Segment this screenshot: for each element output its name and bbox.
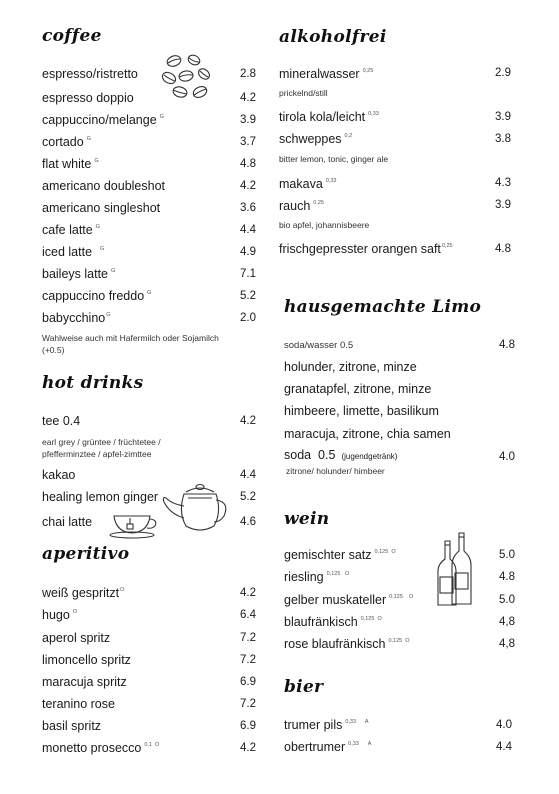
item-price: 4.2 [240, 742, 256, 754]
list-item: aperol spritz [42, 631, 111, 645]
list-item: baileys latte $^G$ [42, 267, 116, 281]
item-price: 3.9 [495, 111, 511, 123]
teapot-icon [108, 478, 232, 540]
list-item: makava $^{0,33}$ [279, 177, 337, 191]
item-note: bio apfel, johannisbeere [279, 220, 370, 230]
item-price: 5.0 [499, 549, 515, 561]
item-price: 4.8 [495, 243, 511, 255]
list-item: riesling $^{0,125 O}$ [284, 570, 350, 584]
list-item: iced latte $^G$ [42, 245, 105, 259]
item-price: 7.2 [240, 698, 256, 710]
list-item: espresso doppio [42, 91, 134, 105]
list-item: gelber muskateller $^{0,125 O}$ [284, 593, 414, 607]
list-item: basil spritz [42, 719, 102, 733]
wine-bottles-icon [436, 531, 472, 607]
item-price: 3.8 [495, 133, 511, 145]
list-item: teranino rose [42, 697, 115, 711]
list-item: cafe latte $^G$ [42, 223, 101, 237]
list-item: flat white $^G$ [42, 157, 99, 171]
list-item: cappuccino/melange $^G$ [42, 113, 164, 127]
list-item: rauch $^{0,25}$ [279, 199, 324, 213]
item-price: 7.1 [240, 268, 256, 280]
list-item: gemischter satz $^{0,125 O}$ [284, 548, 396, 562]
list-item: monetto prosecco $^{0,1 O}$ [42, 741, 160, 755]
list-item: obertrumer $^{0,33 A}$ [284, 740, 372, 754]
item-price: 2.0 [240, 312, 256, 324]
item-price: 4.8 [240, 158, 256, 170]
item-price: 2.9 [495, 67, 511, 79]
item-price: 3.9 [495, 199, 511, 211]
item-price: 4.3 [495, 177, 511, 189]
list-item: soda 0.5 (jugendgetränk) [284, 448, 398, 462]
list-item: limoncello spritz [42, 653, 131, 667]
section-title-wein: wein [284, 509, 330, 529]
list-item: blaufränkisch $^{0,125 O}$ [284, 615, 382, 629]
section-title-hot-drinks: hot drinks [42, 373, 144, 393]
section-title-coffee: coffee [42, 26, 102, 46]
list-item: trumer pils $^{0,33 A}$ [284, 718, 369, 732]
item-price: 4.2 [240, 92, 256, 104]
item-price: 4.8 [499, 571, 515, 583]
item-price: 4.4 [496, 741, 512, 753]
list-item: rose blaufränkisch $^{0,125 O}$ [284, 637, 410, 651]
list-item: granatapfel, zitrone, minze [284, 382, 432, 396]
item-price: 4.0 [499, 451, 515, 463]
list-item: schweppes $^{0,2}$ [279, 132, 353, 146]
item-note: prickelnd/still [279, 88, 328, 98]
section-title-aperitivo: aperitivo [42, 544, 130, 564]
item-price: 4.2 [240, 415, 256, 427]
list-item: mineralwasser $^{0,25}$ [279, 67, 374, 81]
list-item: americano doubleshot [42, 179, 165, 193]
list-item: cortado $^G$ [42, 135, 91, 149]
item-price: 4.8 [499, 339, 515, 351]
list-item: cappuccino freddo $^G$ [42, 289, 152, 303]
soda-line: soda/wasser 0.5 [284, 340, 354, 351]
item-price: 4.2 [240, 180, 256, 192]
item-price: 5.2 [240, 290, 256, 302]
item-price: 4.4 [240, 224, 256, 236]
item-price: 7.2 [240, 654, 256, 666]
item-price: 4,8 [499, 638, 515, 650]
list-item: healing lemon ginger [42, 490, 159, 504]
item-price: 7.2 [240, 632, 256, 644]
section-title-alkoholfrei: alkoholfrei [279, 27, 387, 47]
list-item: weiß gespritzt$^O$ [42, 586, 125, 600]
tee-note: earl grey / grüntee / früchtetee / pfefferminztee / apfel-zimttee [42, 437, 161, 459]
item-price: 3.6 [240, 202, 256, 214]
list-item: holunder, zitrone, minze [284, 360, 417, 374]
list-item: espresso/ristretto [42, 67, 138, 81]
list-item: hugo $^O$ [42, 608, 78, 622]
list-item: tee 0.4 [42, 414, 81, 428]
list-item: maracuja spritz [42, 675, 127, 689]
item-price: 5.2 [240, 491, 256, 503]
item-price: 3.7 [240, 136, 256, 148]
list-item: babycchino$^G$ [42, 311, 111, 325]
item-price: 2.8 [240, 68, 256, 80]
item-price: 4.6 [240, 516, 256, 528]
item-price: 4.0 [496, 719, 512, 731]
list-item: himbeere, limette, basilikum [284, 404, 439, 418]
item-price: 4.2 [240, 587, 256, 599]
milk-note: Wahlweise auch mit Hafermilch oder Sojamilch (+0.5) [42, 333, 219, 355]
item-price: 3.9 [240, 114, 256, 126]
item-note: bitter lemon, tonic, ginger ale [279, 154, 389, 164]
list-item: frischgepresster orangen saft$^{0,25}$ [279, 242, 453, 256]
item-price: 6.9 [240, 676, 256, 688]
section-title-limo: hausgemachte Limo [284, 297, 482, 317]
list-item: maracuja, zitrone, chia samen [284, 427, 451, 441]
list-item: americano singleshot [42, 201, 161, 215]
section-title-bier: bier [284, 677, 324, 697]
item-price: 4.9 [240, 246, 256, 258]
kids-note: zitrone/ holunder/ himbeer [286, 466, 385, 476]
list-item: tirola kola/leicht $^{0,33}$ [279, 110, 379, 124]
item-price: 5.0 [499, 594, 515, 606]
list-item: kakao [42, 468, 76, 482]
item-price: 6.9 [240, 720, 256, 732]
item-price: 4,8 [499, 616, 515, 628]
coffee-beans-icon [160, 52, 216, 102]
item-price: 6.4 [240, 609, 256, 621]
list-item: chai latte [42, 515, 93, 529]
item-price: 4.4 [240, 469, 256, 481]
